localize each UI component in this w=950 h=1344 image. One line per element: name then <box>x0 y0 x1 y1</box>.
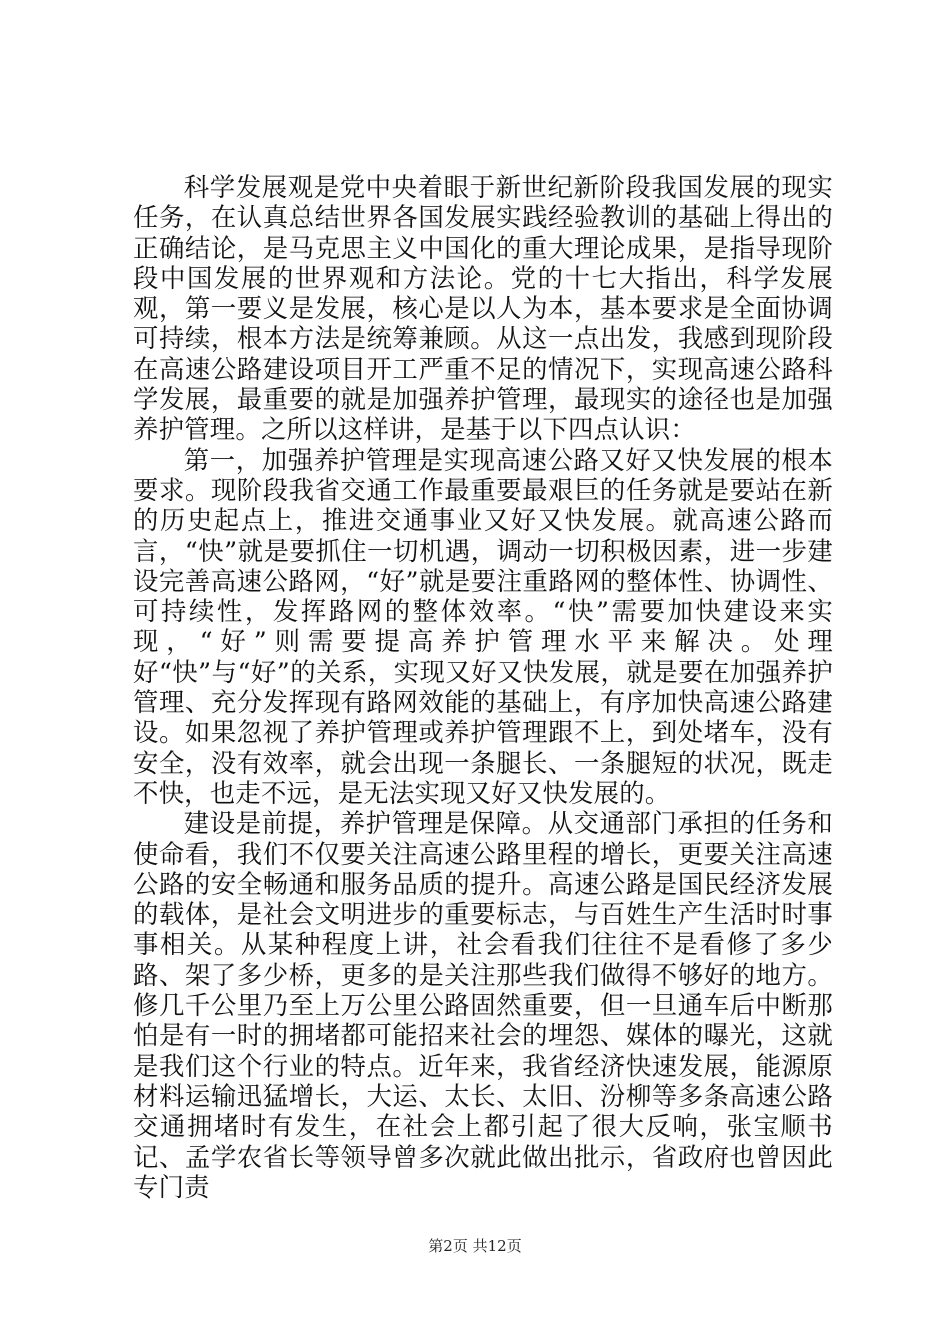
body-text <box>133 172 833 1202</box>
page-footer: 第2页 共12页 <box>428 1237 522 1255</box>
paragraph-1: 科学发展观是党中央着眼于新世纪新阶段我国发展的现实任务，在认真总结世界各国发展实践经验教训的基础上得出的正确结论，是马克思主义中国化的重大理论成果，是指导现阶段中国发展的世界观和方法论。党的十七大指出，科学发展观，第一要义是发展，核心是以人为本，基本要求是全面协调可持续，根本方法是统筹兼顾。从这一点出发，我感到现阶段在高速公路建设项目开工严重不足的情况下，实现高速公路科学发展，最重要的就是加强养护管理，最现实的途径也是加强养护管理。之所以这样讲，是基于以下四点认识： <box>133 172 833 445</box>
paragraph-3: 建设是前提，养护管理是保障。从交通部门承担的任务和使命看，我们不仅要关注高速公路里程的增长，更要关注高速公路的安全畅通和服务品质的提升。高速公路是国民经济发展的载体，是社会文明进步的重要标志，与百姓生产生活时时事事相关。从某种程度上讲，社会看我们往往不是看修了多少路、架了多少桥，更多的是关注那些我们做得不够好的地方。修几千公里乃至上万公里公路固然重要，但一旦通车后中断那怕是有一时的拥堵都可能招来社会的埋怨、媒体的曝光，这就是我们这个行业的特点。近年来，我省经济快速发展，能源原材料运输迅猛增长，大运、太长、太旧、汾柳等多条高速公路交通拥堵时有发生，在社会上都引起了很大反响，张宝顺书记、孟学农省长等领导曾多次就此做出批示，省政府也曾因此专门责 <box>133 808 833 1202</box>
paragraph-2: 第一，加强养护管理是实现高速公路又好又快发展的根本要求。现阶段我省交通工作最重要最艰巨的任务就是要站在新的历史起点上，推进交通事业又好又快发展。就高速公路而言，“快”就是要抓住一切机遇，调动一切积极因素，进一步建设完善高速公路网，“好”就是要注重路网的整体性、协调性、可持续性，发挥路网的整体效率。“快”需要加快建设来实现，“好”则需要提高养护管理水平来解决。处理好“快”与“好”的关系，实现又好又快发展，就是要在加强养护管理、充分发挥现有路网效能的基础上，有序加快高速公路建设。如果忽视了养护管理或养护管理跟不上，到处堵车，没有安全，没有效率，就会出现一条腿长、一条腿短的状况，既走不快，也走不远，是无法实现又好又快发展的。 <box>133 444 833 808</box>
